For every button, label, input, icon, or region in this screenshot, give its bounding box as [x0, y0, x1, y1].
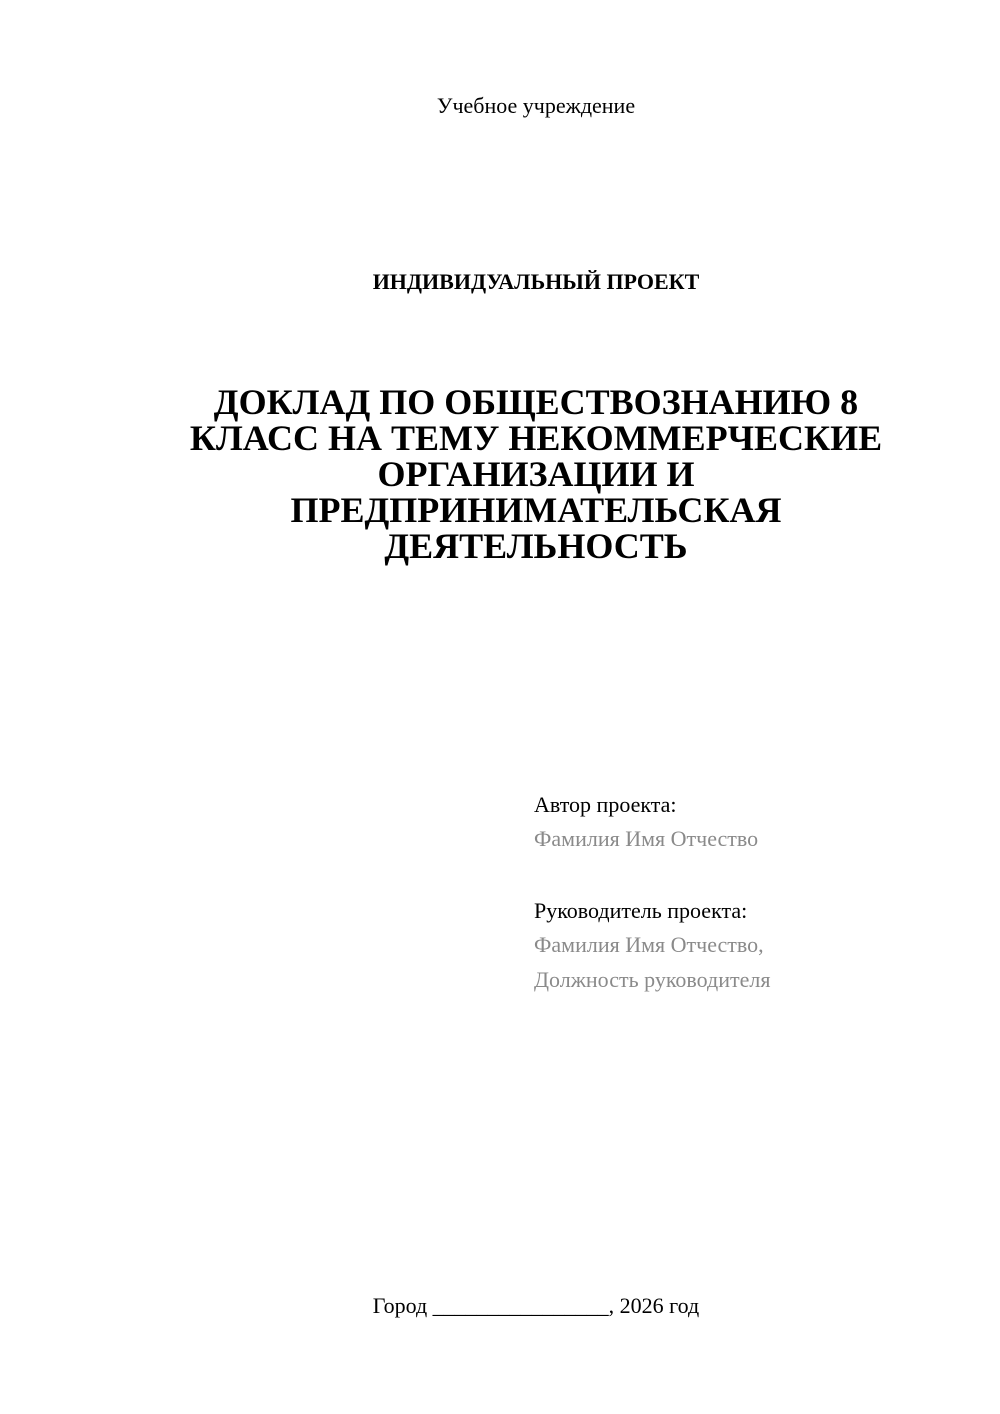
project-title	[150, 384, 922, 564]
author-name-placeholder: Фамилия Имя Отчество	[534, 826, 759, 851]
project-title-line: КЛАСС НА ТЕМУ НЕКОММЕРЧЕСКИЕ	[189, 418, 883, 458]
project-title-line: ОРГАНИЗАЦИИ И	[377, 454, 695, 494]
author-label: Автор проекта:	[534, 792, 677, 817]
leader-position-placeholder: Должность руководителя	[534, 967, 771, 992]
city-year-footer: Город ________________, 2026 год	[372, 1293, 700, 1318]
project-title-line: ДОКЛАД ПО ОБЩЕСТВОЗНАНИЮ 8	[213, 382, 859, 422]
project-title-line: ПРЕДПРИНИМАТЕЛЬСКАЯ	[290, 490, 782, 530]
leader-label: Руководитель проекта:	[534, 898, 748, 923]
project-type-heading: ИНДИВИДУАЛЬНЫЙ ПРОЕКТ	[372, 269, 700, 294]
leader-name-placeholder: Фамилия Имя Отчество,	[534, 932, 764, 957]
project-title-line: ДЕЯТЕЛЬНОСТЬ	[384, 526, 688, 566]
institution-name: Учебное учреждение	[436, 93, 636, 118]
